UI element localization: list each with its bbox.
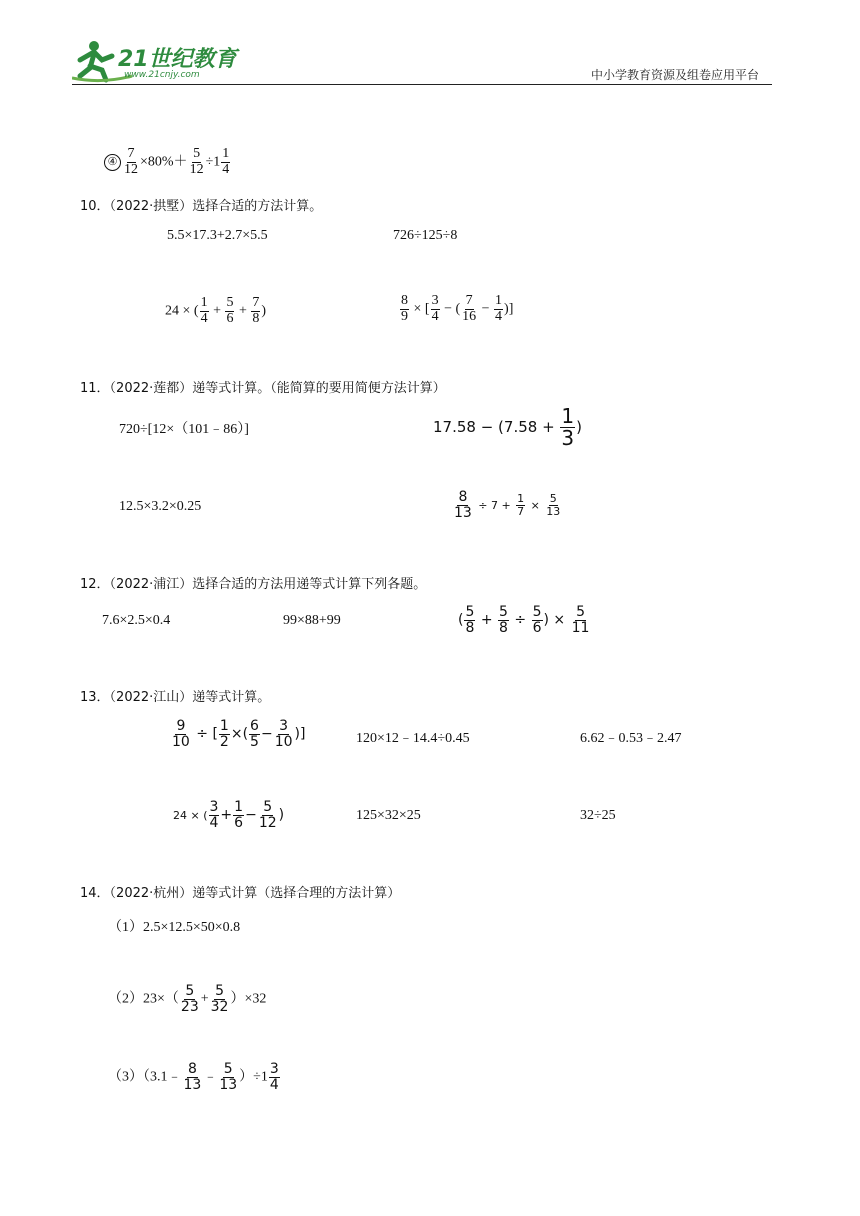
logo [72, 38, 242, 84]
q13-expr5: 125×32×25 [356, 808, 421, 823]
q11-expr4: $\frac{8}{13}$ ÷ 7 + $\frac{1}{7}$ × $\frac{5}{13}$ [454, 489, 561, 521]
q10-expr1: 5.5×17.3+2.7×5.5 [167, 228, 268, 243]
q10-expr3: 24 × ( $\frac{1}{4}$ + $\frac{5}{6}$ + $\frac{7}{8}$ ) [165, 295, 267, 326]
q9-item4: ④ $\frac{7}{12}$ ×80%＋ $\frac{5}{12}$ ÷1 $\frac{1}{4}$ [104, 147, 231, 177]
operator-text: ×80%＋ [140, 154, 188, 170]
q12-expr3: ( $\frac{5}{8}$ + $\frac{5}{8}$ ÷ $\frac{5}{6}$ ) × $\frac{5}{11}$ [458, 604, 590, 636]
q12-expr2: 99×88+99 [283, 613, 341, 628]
logo-url: www.21cnjy.com [124, 70, 200, 80]
q11-expr2: 17.58 − (7.58 + $\frac{1}{3}$ ) [433, 404, 583, 450]
operator-text: ÷ 7 + [478, 499, 511, 513]
q13-expr2: 120×12﹣14.4÷0.45 [356, 731, 470, 746]
q14-item1: （1）2.5×12.5×50×0.8 [108, 920, 241, 935]
q14-item3: （3）（3.1﹣ $\frac{8}{13}$ ﹣ $\frac{5}{13}$ ）÷1 $\frac{3}{4}$ [108, 1061, 279, 1093]
operator-text: （3）（3.1﹣ [108, 1069, 182, 1085]
logo-text: 21世纪教育 [118, 47, 237, 72]
q10-title: 10．（2022·拱墅）选择合适的方法计算。 [80, 199, 323, 214]
operator-text: 24 × ( [173, 809, 208, 823]
q13-expr1: $\frac{9}{10}$ ÷ [ $\frac{1}{2}$ ×( $\frac{6}{5}$ − $\frac{3}{10}$ )] [172, 718, 306, 750]
q13-title: 13．（2022·江山）递等式计算。 [80, 690, 271, 705]
operator-text: 17.58 − (7.58 + [433, 418, 555, 436]
operator-text: ）÷1 [239, 1069, 268, 1085]
operator-text: （2）23×（ [108, 991, 179, 1007]
operator-text: 24 × ( [165, 303, 199, 319]
operator-text: ÷1 [205, 154, 221, 170]
q11-title: 11．（2022·莲都）递等式计算。（能简算的要用简便方法计算） [80, 381, 446, 396]
circled-number: ④ [104, 154, 121, 171]
q11-expr3: 12.5×3.2×0.25 [119, 499, 202, 514]
platform-name: 中小学教育资源及组卷应用平台 [591, 68, 760, 82]
q13-expr6: 32÷25 [580, 808, 616, 823]
q11-expr1: 720÷[12×（101﹣86）] [119, 422, 249, 437]
q14-item2: （2）23×（ $\frac{5}{23}$ + $\frac{5}{32}$ ）×32 [108, 983, 267, 1015]
q13-expr3: 6.62﹣0.53﹣2.47 [580, 731, 682, 746]
operator-text: × [ [413, 301, 430, 317]
q10-expr4: $\frac{8}{9}$ × [ $\frac{3}{4}$ − ( $\frac{7}{16}$ − $\frac{1}{4}$ )] [401, 293, 514, 324]
q10-expr2: 726÷125÷8 [393, 228, 458, 243]
header-divider [72, 84, 772, 85]
q14-title: 14．（2022·杭州）递等式计算（选择合理的方法计算） [80, 886, 401, 901]
q12-title: 12．（2022·浦江）选择合适的方法用递等式计算下列各题。 [80, 577, 427, 592]
operator-text: ）×32 [230, 991, 267, 1007]
q13-expr4: 24 × ( $\frac{3}{4}$ + $\frac{1}{6}$ − $\frac{5}{12}$ ) [173, 799, 285, 831]
q12-expr1: 7.6×2.5×0.4 [102, 613, 171, 628]
